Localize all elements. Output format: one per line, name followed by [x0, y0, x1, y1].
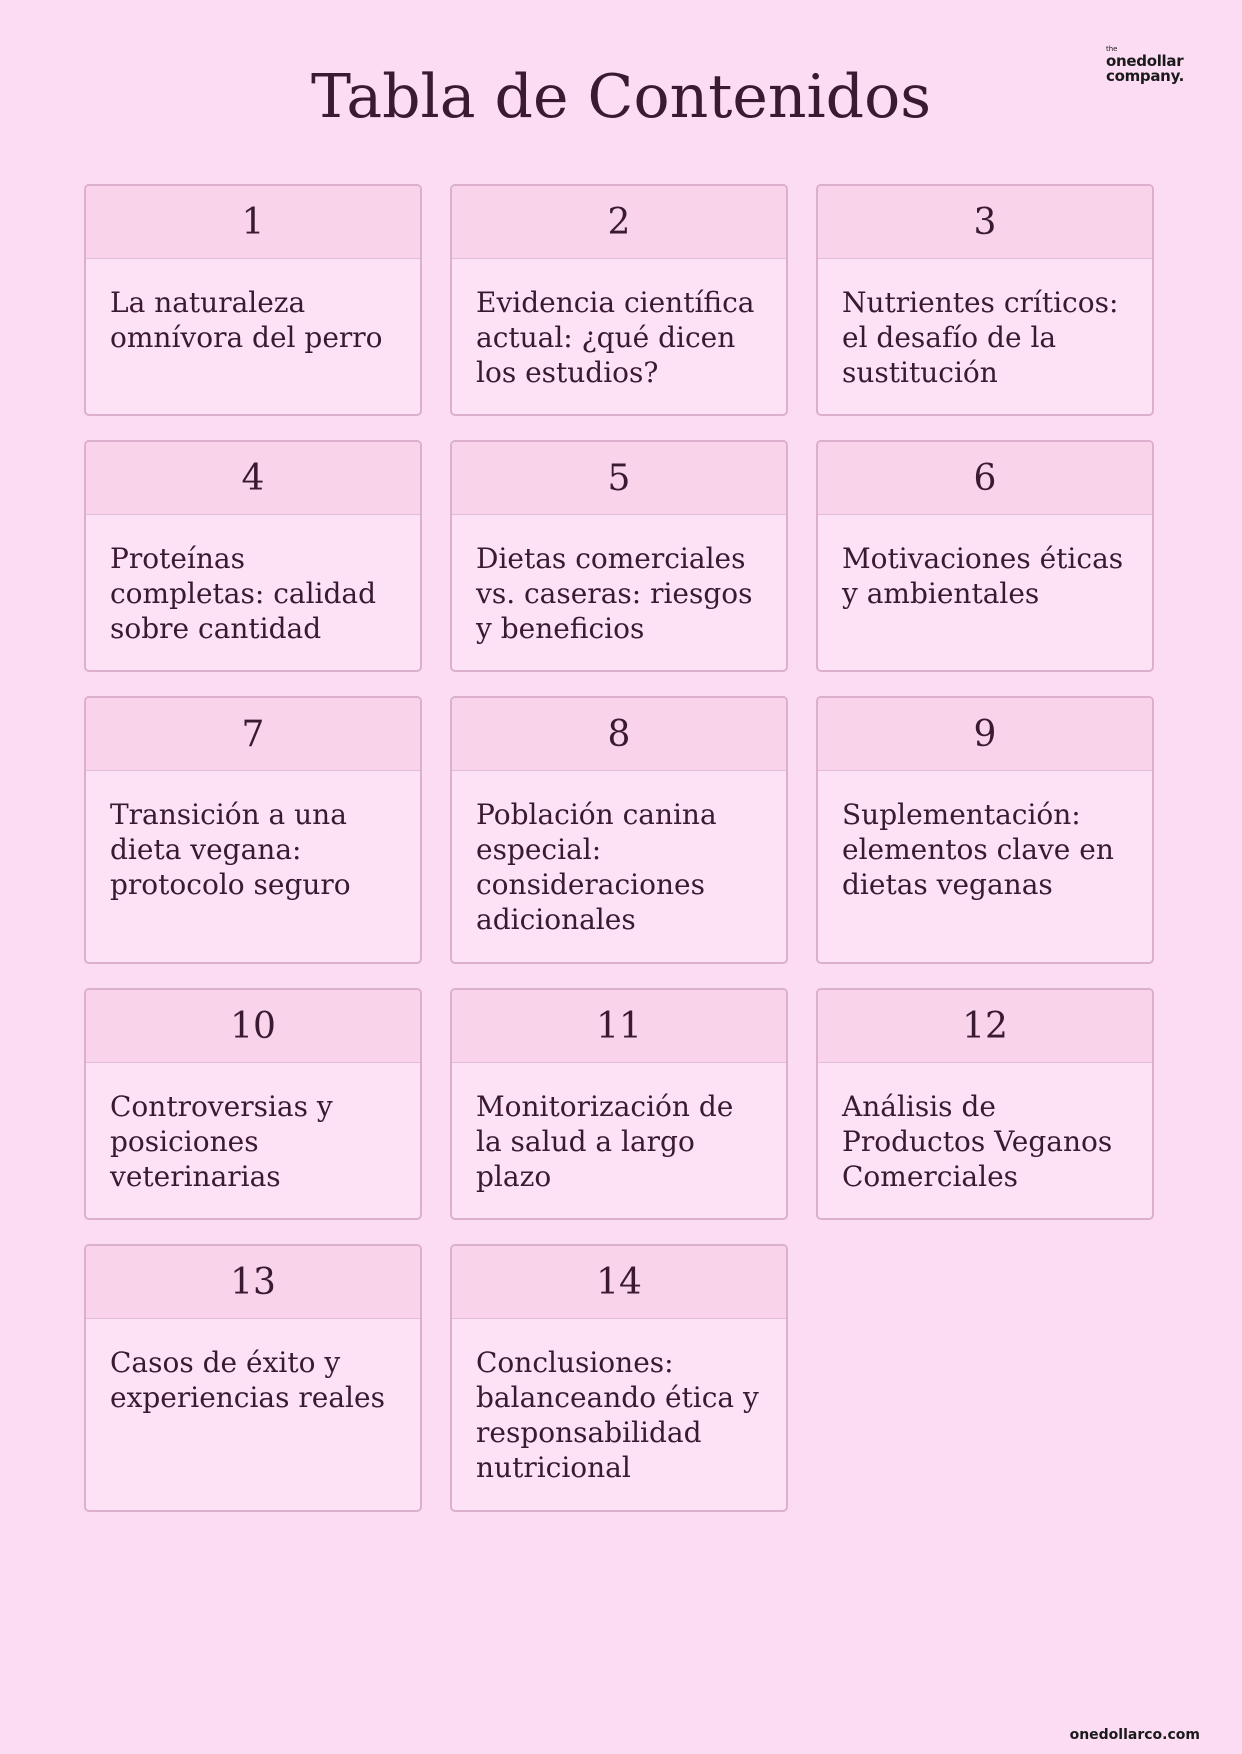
- toc-card-number: 2: [452, 186, 786, 259]
- toc-card-12: [816, 988, 1154, 1220]
- logo-line-onedollar: onedollar: [1106, 52, 1184, 70]
- toc-card-number: 7: [86, 698, 420, 771]
- toc-card-text: Nutrientes críticos: el desafío de la sustitución: [842, 286, 1119, 389]
- toc-card-2: [450, 184, 788, 416]
- toc-card-text: Casos de éxito y experiencias reales: [110, 1346, 385, 1414]
- toc-card-number: 3: [818, 186, 1152, 259]
- toc-card-text: Conclusiones: balanceando ética y responsabilidad nutricional: [476, 1346, 759, 1484]
- toc-card-number: 9: [818, 698, 1152, 771]
- toc-card-number: 5: [452, 442, 786, 515]
- toc-card-6: [816, 440, 1154, 672]
- logo-line-the: the: [1106, 45, 1118, 53]
- toc-card-3: [816, 184, 1154, 416]
- toc-card-number: 8: [452, 698, 786, 771]
- toc-card-text: Proteínas completas: calidad sobre cantidad: [110, 542, 377, 645]
- toc-card-text: Suplementación: elementos clave en dietas veganas: [842, 798, 1114, 901]
- toc-card-number: 11: [452, 990, 786, 1063]
- toc-card-text: Evidencia científica actual: ¿qué dicen los estudios?: [476, 286, 755, 389]
- page-title: Tabla de Contenidos: [310, 62, 931, 132]
- toc-card-number: 12: [818, 990, 1152, 1063]
- toc-card-4: [84, 440, 422, 672]
- toc-card-9: [816, 696, 1154, 964]
- logo-line-company: company.: [1106, 67, 1185, 85]
- toc-card-11: [450, 988, 788, 1220]
- toc-card-text: Análisis de Productos Veganos Comerciales: [842, 1090, 1113, 1193]
- toc-card-text: La naturaleza omnívora del perro: [110, 286, 383, 354]
- toc-card-text: Transición a una dieta vegana: protocolo seguro: [110, 798, 351, 901]
- toc-card-7: [84, 696, 422, 964]
- toc-card-number: 14: [452, 1246, 786, 1319]
- toc-card-text: Población canina especial: consideraciones adicionales: [476, 798, 717, 936]
- toc-card-text: Controversias y posiciones veterinarias: [110, 1090, 333, 1193]
- toc-card-text: Motivaciones éticas y ambientales: [842, 542, 1124, 610]
- toc-card-number: 6: [818, 442, 1152, 515]
- toc-card-number: 4: [86, 442, 420, 515]
- footer-url: onedollarco.com: [1069, 1727, 1200, 1743]
- toc-card-number: 1: [86, 186, 420, 259]
- toc-card-number: 10: [86, 990, 420, 1063]
- toc-card-text: Dietas comerciales vs. caseras: riesgos y beneficios: [476, 542, 753, 645]
- toc-card-5: [450, 440, 788, 672]
- toc-card-8: [450, 696, 788, 964]
- toc-card-1: [84, 184, 422, 416]
- toc-card-13: [84, 1244, 422, 1512]
- toc-card-text: Monitorización de la salud a largo plazo: [476, 1090, 734, 1193]
- toc-card-10: [84, 988, 422, 1220]
- toc-card-number: 13: [86, 1246, 420, 1319]
- toc-card-14: [450, 1244, 788, 1512]
